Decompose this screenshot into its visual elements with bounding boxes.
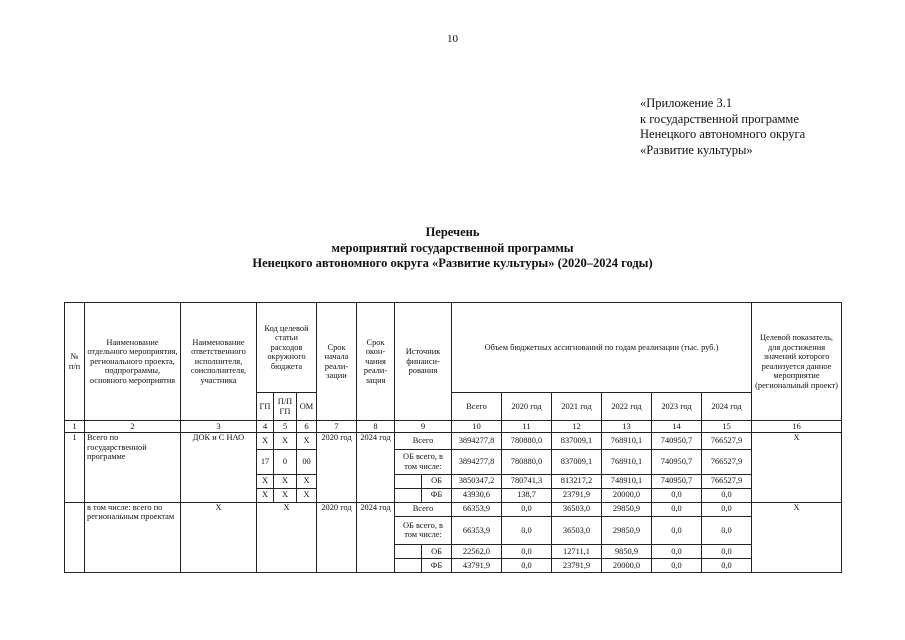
cell-value: 0,0 bbox=[652, 516, 702, 544]
header-2023: 2023 год bbox=[652, 393, 702, 421]
cell-value: 3850347,2 bbox=[452, 474, 502, 488]
cell-value: 813217,2 bbox=[552, 474, 602, 488]
col-number: 16 bbox=[752, 421, 842, 433]
cell-om: Х bbox=[297, 474, 317, 488]
cell-value: 9850,9 bbox=[602, 544, 652, 558]
header-total: Всего bbox=[452, 393, 502, 421]
events-table bbox=[64, 302, 842, 573]
cell-value: 837009,1 bbox=[552, 433, 602, 449]
header-volume: Объем бюджетных ассигнований по годам реализации (тыс. руб.) bbox=[452, 303, 752, 393]
cell-om: Х bbox=[297, 488, 317, 502]
cell-value: 66353,9 bbox=[452, 502, 502, 516]
cell-value: 20000,0 bbox=[602, 558, 652, 572]
cell-value: 766527,9 bbox=[702, 449, 752, 474]
cell-value: 740950,7 bbox=[652, 449, 702, 474]
header-2021: 2021 год bbox=[552, 393, 602, 421]
header-no: № п/п bbox=[65, 303, 85, 421]
cell-value: 23791,9 bbox=[552, 488, 602, 502]
col-number: 6 bbox=[297, 421, 317, 433]
cell-value: 0,0 bbox=[652, 558, 702, 572]
col-number: 11 bbox=[502, 421, 552, 433]
table-row bbox=[65, 502, 842, 516]
cell-value: 768910,1 bbox=[602, 433, 652, 449]
col-number: 4 bbox=[257, 421, 274, 433]
cell-value: 748910,1 bbox=[602, 474, 652, 488]
cell-source bbox=[395, 488, 422, 502]
cell-gp: 17 bbox=[257, 449, 274, 474]
row-executor: ДОК и С НАО bbox=[181, 433, 257, 502]
cell-value: 0,0 bbox=[652, 502, 702, 516]
annex-heading bbox=[640, 96, 805, 158]
cell-value: 837009,1 bbox=[552, 449, 602, 474]
row-start: 2020 год bbox=[317, 502, 357, 572]
cell-value: 0,0 bbox=[702, 558, 752, 572]
cell-gp: Х bbox=[257, 433, 274, 449]
cell-value: 29850,9 bbox=[602, 516, 652, 544]
cell-value: 36503,0 bbox=[552, 502, 602, 516]
cell-value: 0,0 bbox=[702, 502, 752, 516]
cell-value: 36503,0 bbox=[552, 516, 602, 544]
cell-source: Всего bbox=[395, 502, 452, 516]
annex-line: Ненецкого автономного округа bbox=[640, 127, 806, 141]
header-2022: 2022 год bbox=[602, 393, 652, 421]
cell-value: 780880,0 bbox=[502, 449, 552, 474]
col-number: 8 bbox=[357, 421, 395, 433]
header-source: Источник финанси-рования bbox=[395, 303, 452, 421]
header-end: Срок окон-чания реали-зация bbox=[357, 303, 395, 421]
col-number: 9 bbox=[395, 421, 452, 433]
cell-source bbox=[395, 544, 422, 558]
cell-value: 768910,1 bbox=[602, 449, 652, 474]
cell-value: 66353,9 bbox=[452, 516, 502, 544]
header-code: Код целевой статьи расходов окружного бюджета bbox=[257, 303, 317, 393]
cell-value: 3894277,8 bbox=[452, 449, 502, 474]
table-row bbox=[65, 433, 842, 449]
cell-value: 12711,1 bbox=[552, 544, 602, 558]
cell-source bbox=[395, 558, 422, 572]
cell-value: 0,0 bbox=[652, 488, 702, 502]
annex-line: «Развитие культуры» bbox=[640, 142, 753, 157]
cell-pgp: Х bbox=[274, 474, 297, 488]
row-start: 2020 год bbox=[317, 433, 357, 502]
page-number: 10 bbox=[447, 33, 458, 45]
cell-sub-source: ОБ bbox=[422, 474, 452, 488]
cell-value: 138,7 bbox=[502, 488, 552, 502]
row-end: 2024 год bbox=[357, 502, 395, 572]
row-code: Х bbox=[257, 502, 317, 572]
col-number: 13 bbox=[602, 421, 652, 433]
cell-value: 43791,9 bbox=[452, 558, 502, 572]
cell-source: ОБ всего, в том числе: bbox=[395, 449, 452, 474]
cell-value: 740950,7 bbox=[652, 474, 702, 488]
cell-value: 0,0 bbox=[502, 516, 552, 544]
cell-source bbox=[395, 474, 422, 488]
cell-value: 780741,3 bbox=[502, 474, 552, 488]
col-number: 1 bbox=[65, 421, 85, 433]
header-2024: 2024 год bbox=[702, 393, 752, 421]
col-number: 3 bbox=[181, 421, 257, 433]
cell-sub-source: ФБ bbox=[422, 488, 452, 502]
header-2020: 2020 год bbox=[502, 393, 552, 421]
cell-gp: Х bbox=[257, 474, 274, 488]
cell-value: 3894277,8 bbox=[452, 433, 502, 449]
row-number: 1 bbox=[65, 433, 85, 502]
cell-value: 0,0 bbox=[502, 502, 552, 516]
cell-value: 766527,9 bbox=[702, 474, 752, 488]
cell-value: 0,0 bbox=[652, 544, 702, 558]
row-name: Всего по государственной программе bbox=[85, 433, 181, 502]
header-om: ОМ bbox=[297, 393, 317, 421]
row-target: Х bbox=[752, 433, 842, 502]
col-number: 12 bbox=[552, 421, 602, 433]
cell-om: 00 bbox=[297, 449, 317, 474]
header-gp: ГП bbox=[257, 393, 274, 421]
cell-value: 766527,9 bbox=[702, 433, 752, 449]
col-number: 7 bbox=[317, 421, 357, 433]
document-title bbox=[0, 225, 905, 272]
cell-value: 20000,0 bbox=[602, 488, 652, 502]
cell-sub-source: ФБ bbox=[422, 558, 452, 572]
cell-value: 0,0 bbox=[702, 488, 752, 502]
row-executor: Х bbox=[181, 502, 257, 572]
row-name: в том числе: всего по региональным проектам bbox=[85, 502, 181, 572]
title-line: Ненецкого автономного округа «Развитие культуры» (2020–2024 годы) bbox=[252, 256, 653, 270]
title-line: мероприятий государственной программы bbox=[331, 240, 574, 255]
cell-value: 0,0 bbox=[702, 516, 752, 544]
header-start: Срок начала реали-зации bbox=[317, 303, 357, 421]
cell-value: 22562,0 bbox=[452, 544, 502, 558]
col-number: 2 bbox=[85, 421, 181, 433]
col-number: 10 bbox=[452, 421, 502, 433]
cell-value: 23791,9 bbox=[552, 558, 602, 572]
cell-source: Всего bbox=[395, 433, 452, 449]
cell-value: 0,0 bbox=[702, 544, 752, 558]
header-target: Целевой показатель, для достижения значений которого реализуется данное мероприятие (региональный проект) bbox=[752, 303, 842, 421]
cell-value: 43930,6 bbox=[452, 488, 502, 502]
col-number: 15 bbox=[702, 421, 752, 433]
row-end: 2024 год bbox=[357, 433, 395, 502]
annex-line: к государственной программе bbox=[640, 111, 799, 126]
cell-value: 29850,9 bbox=[602, 502, 652, 516]
title-line: Перечень bbox=[425, 225, 480, 239]
column-number-row bbox=[65, 421, 842, 433]
cell-pgp: Х bbox=[274, 433, 297, 449]
row-number bbox=[65, 502, 85, 572]
cell-om: Х bbox=[297, 433, 317, 449]
col-number: 5 bbox=[274, 421, 297, 433]
col-number: 14 bbox=[652, 421, 702, 433]
cell-value: 0,0 bbox=[502, 544, 552, 558]
cell-value: 0,0 bbox=[502, 558, 552, 572]
annex-line: «Приложение 3.1 bbox=[640, 96, 733, 110]
cell-pgp: Х bbox=[274, 488, 297, 502]
cell-pgp: 0 bbox=[274, 449, 297, 474]
cell-source: ОБ всего, в том числе: bbox=[395, 516, 452, 544]
row-target: Х bbox=[752, 502, 842, 572]
header-executor: Наименование ответственного исполнителя, соисполнителя, участника bbox=[181, 303, 257, 421]
cell-value: 780880,0 bbox=[502, 433, 552, 449]
header-name: Наименование отдельного мероприятия, регионального проекта, подпрограммы, основного мероприятия bbox=[85, 303, 181, 421]
cell-sub-source: ОБ bbox=[422, 544, 452, 558]
header-pgp: П/П ГП bbox=[274, 393, 297, 421]
cell-gp: Х bbox=[257, 488, 274, 502]
cell-value: 740950,7 bbox=[652, 433, 702, 449]
